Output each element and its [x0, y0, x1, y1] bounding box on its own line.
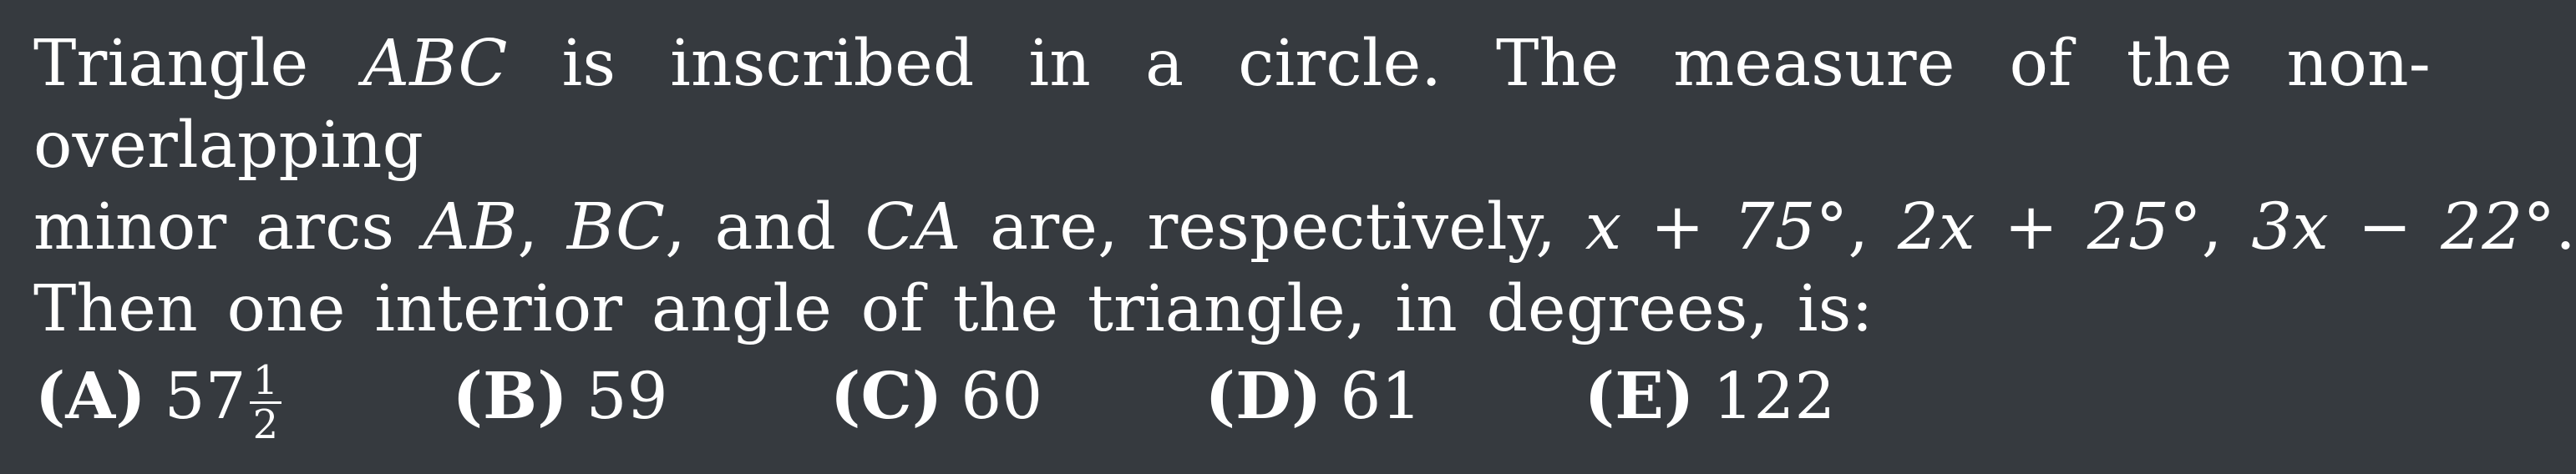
- arc-ab-label: AB: [423, 190, 518, 265]
- line2-text-middle: are, respectively,: [990, 190, 1557, 265]
- arc-bc-expression: 2x + 25°: [1897, 190, 2202, 265]
- arc-bc-label: BC: [566, 190, 666, 265]
- choice-a-denominator: 2: [252, 401, 279, 448]
- answer-choices: [35, 338, 1835, 451]
- choice-e-value: 122: [1712, 359, 1836, 434]
- choice-a-fraction: [250, 357, 282, 448]
- problem-line-2: [33, 187, 2576, 269]
- choice-b-value: 59: [586, 359, 668, 434]
- choice-e-letter: (E): [1584, 358, 1695, 434]
- line2-text-start: minor arcs: [33, 190, 395, 265]
- arc-ca-label: CA: [865, 190, 961, 265]
- choice-a-letter: (A): [35, 358, 146, 434]
- line1-text-start: Triangle: [33, 27, 309, 101]
- triangle-label: ABC: [363, 27, 508, 101]
- line2-period: .: [2555, 190, 2576, 265]
- choice-d[interactable]: [1205, 342, 1422, 451]
- choice-c[interactable]: [830, 342, 1042, 451]
- arc-ca-expression: 3x − 22°: [2251, 190, 2556, 265]
- problem-line-1: [33, 23, 2431, 187]
- problem-statement: [33, 23, 2576, 350]
- choice-d-value: 61: [1340, 359, 1422, 434]
- choice-b-letter: (B): [452, 358, 568, 434]
- choice-a-numerator: 1: [250, 360, 282, 404]
- line2-separator-3: ,: [1848, 190, 1869, 265]
- choice-a[interactable]: [35, 342, 281, 451]
- problem-line-3: Then one interior angle of the triangle, in degrees, is:: [33, 272, 1874, 346]
- line1-text-end: is inscribed in a circle. The measure of the non-overlapping: [33, 27, 2431, 183]
- line2-separator-2: , and: [665, 190, 836, 265]
- choice-b[interactable]: [453, 342, 668, 451]
- choice-a-whole: 57: [164, 359, 246, 434]
- line2-separator-1: ,: [517, 190, 539, 265]
- choice-c-letter: (C): [830, 358, 943, 434]
- choice-c-value: 60: [961, 359, 1043, 434]
- choice-e[interactable]: [1585, 342, 1836, 451]
- arc-ab-expression: x + 75°: [1585, 190, 1848, 265]
- choice-d-letter: (D): [1204, 358, 1322, 434]
- line2-separator-4: ,: [2201, 190, 2223, 265]
